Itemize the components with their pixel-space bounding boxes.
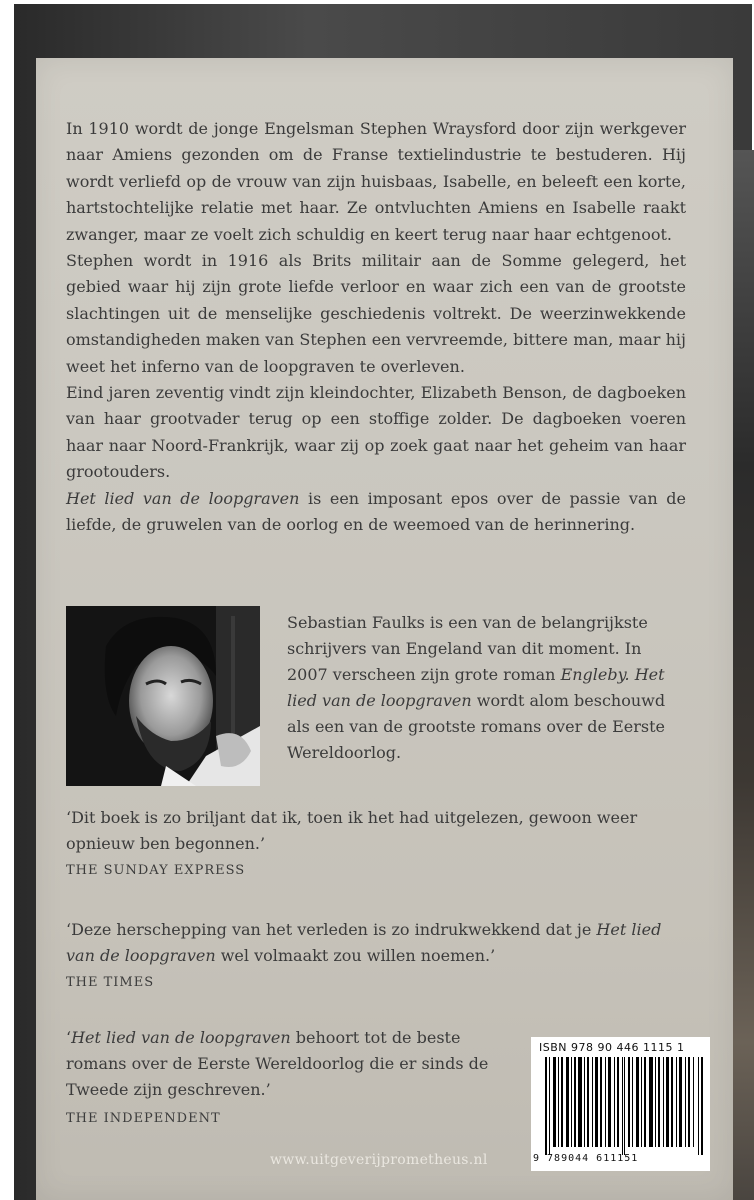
blurb-paragraph-4 xyxy=(66,486,686,539)
author-bio-text-2: wordt alom beschouwd als een van de grootste romans over de Eerste Wereldoorlog. xyxy=(287,691,666,762)
barcode-label xyxy=(531,1037,710,1171)
blurb-paragraph-2: Stephen wordt in 1916 als Brits militair aan de Somme gelegerd, het gebied waar hij zijn grote liefde verloor en waar zich een van de grootste slachtingen uit de menselijke geschiedenis voltrekt. De weerzinwekkende omstandigheden maken van Stephen een vervreemde, bittere man, maar hij weet het inferno van de loopgraven te overleven. xyxy=(66,251,686,376)
quote-2-text: ‘Deze herschepping van het verleden is zo indrukwekkend dat je xyxy=(66,920,597,939)
quote-1: ‘Dit boek is zo briljant dat ik, toen ik het had uitgelezen, gewoon weer opnieuw ben begonnen.’ xyxy=(66,808,638,853)
author-bio xyxy=(287,610,687,766)
book-title: Het lied van de loopgraven xyxy=(66,920,662,965)
blurb-paragraph-4-text: is een imposant epos over de passie van de liefde, de gruwelen van de oorlog en de weemoed van de herinnering. xyxy=(66,488,686,535)
quote-2-source: THE TIMES xyxy=(66,975,155,990)
author-portrait-image xyxy=(66,606,260,786)
background-strip xyxy=(733,150,754,1200)
quote-2-text-end: wel volmaakt zou willen noemen.’ xyxy=(215,946,496,965)
quote-3 xyxy=(66,1025,516,1103)
quote-2 xyxy=(66,917,686,969)
book-title: Het lied van de loopgraven xyxy=(71,1028,291,1047)
barcode-bars xyxy=(545,1057,703,1155)
quote-3-open: ‘ xyxy=(66,1028,72,1047)
quote-3-text: behoort tot de beste romans over de Eerste Wereldoorlog die er sinds de Tweede zijn geschreven.’ xyxy=(66,1028,489,1099)
quote-3-source: THE INDEPENDENT xyxy=(66,1111,221,1126)
isbn-number: ISBN 978 90 446 1115 1 xyxy=(539,1041,685,1054)
blurb-paragraph-3: Eind jaren zeventig vindt zijn kleindochter, Elizabeth Benson, de dagboeken van haar grootvader terug op een stoffige zolder. De dagboeken voeren haar naar Noord-Frankrijk, waar zij op zoek gaat naar het geheim van haar grootouders. xyxy=(66,383,686,482)
author-bio-text: Sebastian Faulks is een van de belangrijkste schrijvers van Engeland van dit moment. In 2007 verscheen zijn grote roman xyxy=(287,613,648,684)
barcode-digits: 9 789044 611151 xyxy=(533,1153,639,1164)
book-title: Het lied van de loopgraven xyxy=(287,665,665,710)
author-photo xyxy=(66,606,260,786)
blurb-paragraph-1: In 1910 wordt de jonge Engelsman Stephen Wraysford door zijn werkgever naar Amiens gezonden om de Franse textielindustrie te bestuderen. Hij wordt verliefd op de vrouw van zijn huisbaas, Isabelle, en beleeft een korte, hartstochtelijke relatie met haar. Ze ontvluchten Amiens en Isabelle raakt zwanger, maar ze voelt zich schuldig en keert terug naar haar echtgenoot. xyxy=(66,119,686,244)
publisher-url: www.uitgeverijprometheus.nl xyxy=(270,1152,488,1168)
book-title-engleby: Engleby. xyxy=(560,665,630,684)
quote-1-source: THE SUNDAY EXPRESS xyxy=(66,863,246,878)
blurb xyxy=(66,116,686,539)
book-title: Het lied van de loopgraven xyxy=(66,488,300,508)
